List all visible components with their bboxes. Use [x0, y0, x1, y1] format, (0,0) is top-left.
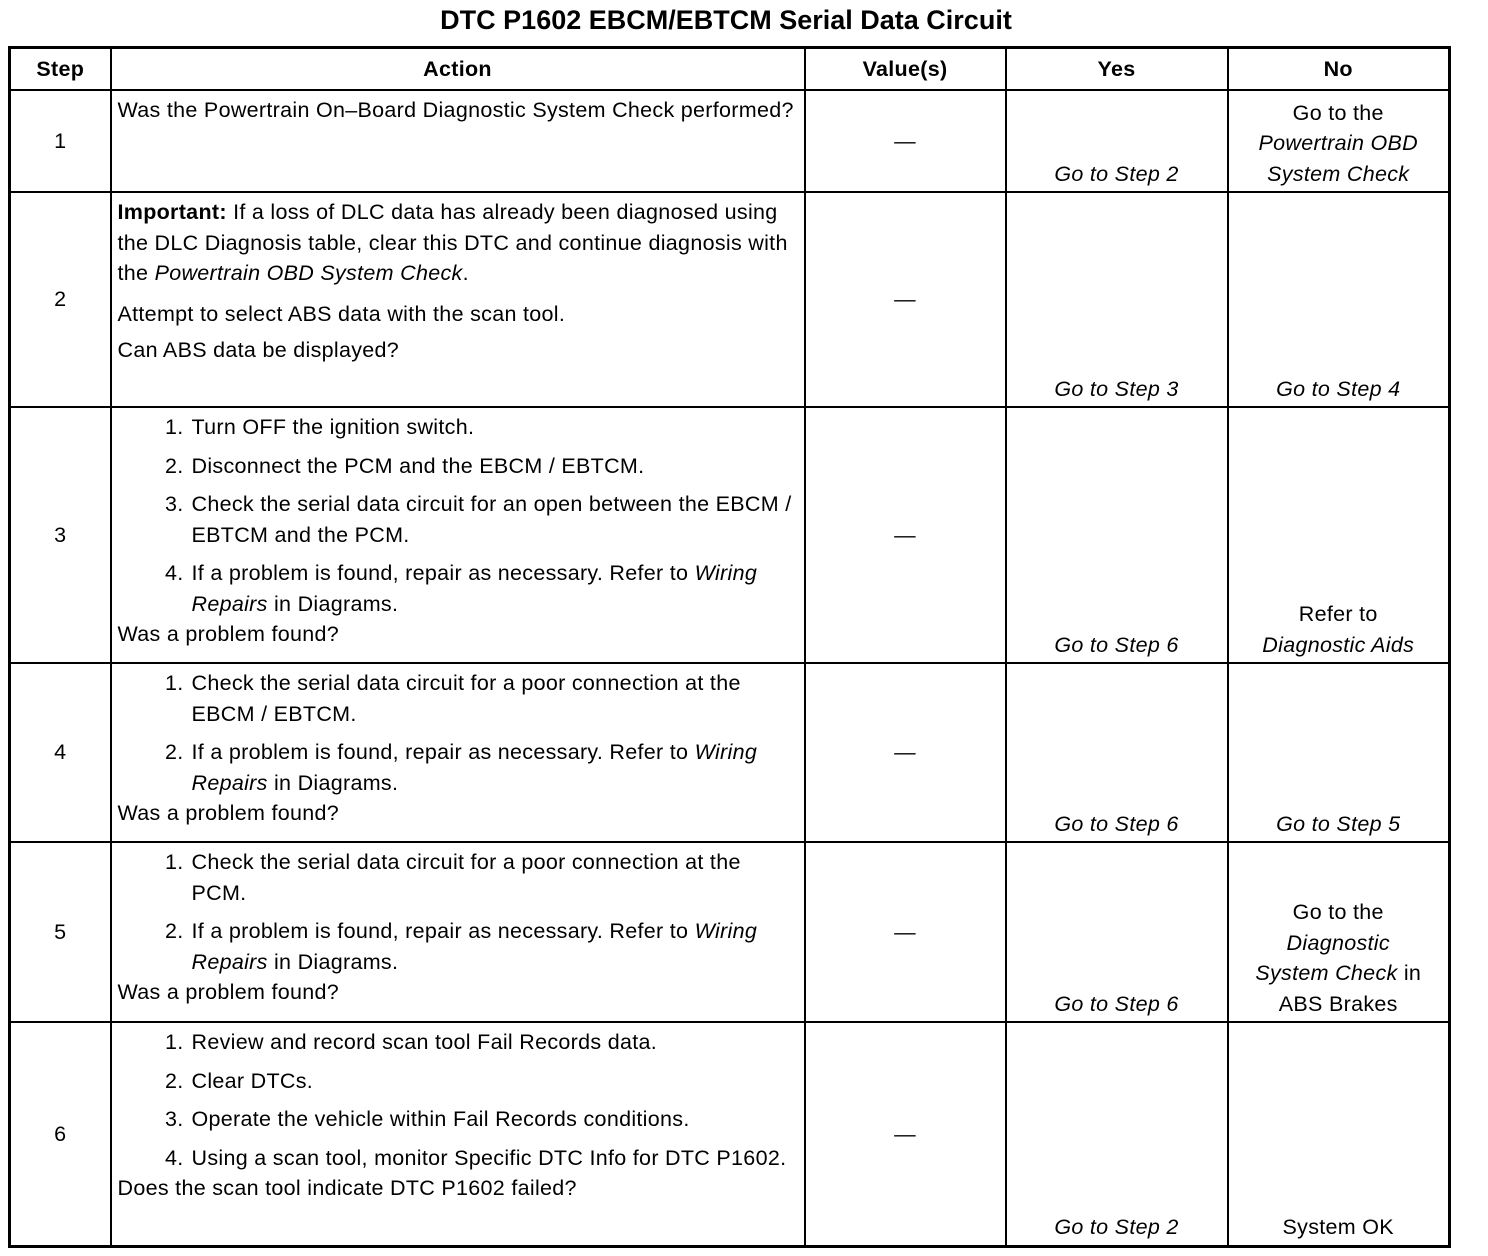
no-link[interactable]: System Check [1267, 161, 1410, 186]
no-link[interactable]: Go to Step 5 [1276, 811, 1401, 836]
page-title: DTC P1602 EBCM/EBTCM Serial Data Circuit [440, 5, 1012, 35]
no-text: Go to the [1292, 100, 1384, 125]
list-item: 1. Check the serial data circuit for a poor connection at the EBCM / EBTCM. [164, 671, 741, 726]
header-values: Value(s) [805, 48, 1006, 91]
list-item: 1. Turn OFF the ignition switch. [164, 415, 475, 439]
important-text: If a loss of DLC data has already been diagnosed using the DLC Diagnosis table, clear this DTC and continue diagnosis with the [117, 200, 788, 285]
yes-cell [1006, 842, 1228, 1022]
no-cell [1228, 1022, 1450, 1246]
list-item: 2. Disconnect the PCM and the EBCM / EBTCM. [164, 453, 645, 478]
yes-link[interactable]: Go to Step 3 [1054, 376, 1179, 401]
no-text: System OK [1282, 1215, 1394, 1239]
no-text: Go to the [1292, 900, 1384, 924]
question-text: Was a problem found? [117, 980, 340, 1004]
no-link[interactable]: Go to Step 4 [1276, 376, 1401, 401]
value-cell: — [805, 663, 1006, 842]
value-cell: — [805, 192, 1006, 407]
header-yes: Yes [1006, 48, 1228, 91]
yes-cell [1006, 1022, 1228, 1246]
step-list [118, 847, 798, 977]
list-item: 2. Clear DTCs. [164, 1068, 314, 1093]
list-item: 3. Operate the vehicle within Fail Records conditions. [164, 1107, 690, 1131]
yes-cell [1006, 663, 1228, 842]
list-item: 2. If a problem is found, repair as necessary. Refer to Wiring Repairs in Diagrams. [164, 740, 758, 795]
no-link[interactable]: Powertrain OBD [1258, 131, 1419, 155]
yes-link[interactable]: Go to Step 6 [1054, 811, 1179, 836]
table-row [10, 192, 1450, 407]
no-cell [1228, 663, 1450, 842]
header-no: No [1228, 48, 1450, 91]
table-row [10, 842, 1450, 1022]
question-text: Was the Powertrain On–Board Diagnostic System Check performed? [117, 98, 794, 122]
list-item: 4. Using a scan tool, monitor Specific DTC Info for DTC P1602. [164, 1145, 787, 1170]
question-text: Can ABS data be displayed? [117, 338, 400, 362]
wiring-repairs-link[interactable]: Wiring Repairs [191, 919, 758, 974]
important-link[interactable]: Powertrain OBD System Check [154, 261, 463, 285]
important-label: Important: [117, 200, 227, 224]
no-cell [1228, 842, 1450, 1022]
no-text: in [1397, 961, 1422, 985]
table-row [10, 90, 1450, 192]
no-text: ABS Brakes [1278, 991, 1398, 1016]
instruction-text: Attempt to select ABS data with the scan tool. [117, 301, 566, 326]
no-link[interactable]: Diagnostic [1286, 930, 1390, 955]
table-row [10, 407, 1450, 663]
list-item: 1. Review and record scan tool Fail Records data. [164, 1030, 658, 1054]
action-cell [111, 407, 805, 663]
no-cell [1228, 192, 1450, 407]
wiring-repairs-link[interactable]: Wiring Repairs [191, 740, 758, 795]
step-number: 6 [10, 1022, 111, 1246]
list-item: 1. Check the serial data circuit for a poor connection at the PCM. [164, 850, 741, 905]
yes-link[interactable]: Go to Step 2 [1054, 161, 1179, 186]
question-text: Was a problem found? [117, 801, 340, 825]
yes-link[interactable]: Go to Step 2 [1054, 1215, 1179, 1239]
question-text: Does the scan tool indicate DTC P1602 failed? [117, 1176, 577, 1200]
no-cell [1228, 407, 1450, 663]
no-cell [1228, 90, 1450, 192]
no-link[interactable]: Diagnostic Aids [1262, 632, 1415, 657]
step-list [118, 1027, 798, 1173]
action-cell [111, 90, 805, 192]
header-action: Action [111, 48, 805, 91]
header-step: Step [10, 48, 111, 91]
important-note [118, 197, 798, 289]
wiring-repairs-link[interactable]: Wiring Repairs [191, 561, 758, 616]
action-cell [111, 192, 805, 407]
value-cell: — [805, 90, 1006, 192]
no-text: Refer to [1298, 602, 1378, 626]
list-item: 2. If a problem is found, repair as necessary. Refer to Wiring Repairs in Diagrams. [164, 919, 758, 974]
yes-cell [1006, 192, 1228, 407]
table-header-row [10, 48, 1450, 91]
step-number: 3 [10, 407, 111, 663]
table-row [10, 663, 1450, 842]
action-cell [111, 663, 805, 842]
list-item: 4. If a problem is found, repair as necessary. Refer to Wiring Repairs in Diagrams. [164, 561, 758, 616]
step-number: 2 [10, 192, 111, 407]
value-cell: — [805, 1022, 1006, 1246]
step-list [118, 412, 798, 619]
question-text: Was a problem found? [117, 622, 340, 646]
diagnostic-table [8, 46, 1451, 1248]
table-row [10, 1022, 1450, 1246]
yes-link[interactable]: Go to Step 6 [1054, 632, 1179, 657]
yes-link[interactable]: Go to Step 6 [1054, 991, 1179, 1016]
value-cell: — [805, 407, 1006, 663]
action-cell [111, 1022, 805, 1246]
important-end: . [462, 261, 469, 285]
list-item: 3. Check the serial data circuit for an open between the EBCM / EBTCM and the PCM. [164, 492, 792, 547]
action-cell [111, 842, 805, 1022]
yes-cell [1006, 407, 1228, 663]
value-cell: — [805, 842, 1006, 1022]
no-link[interactable]: System Check [1255, 961, 1398, 985]
step-list [118, 668, 798, 798]
step-number: 4 [10, 663, 111, 842]
yes-cell [1006, 90, 1228, 192]
step-number: 5 [10, 842, 111, 1022]
step-number: 1 [10, 90, 111, 192]
